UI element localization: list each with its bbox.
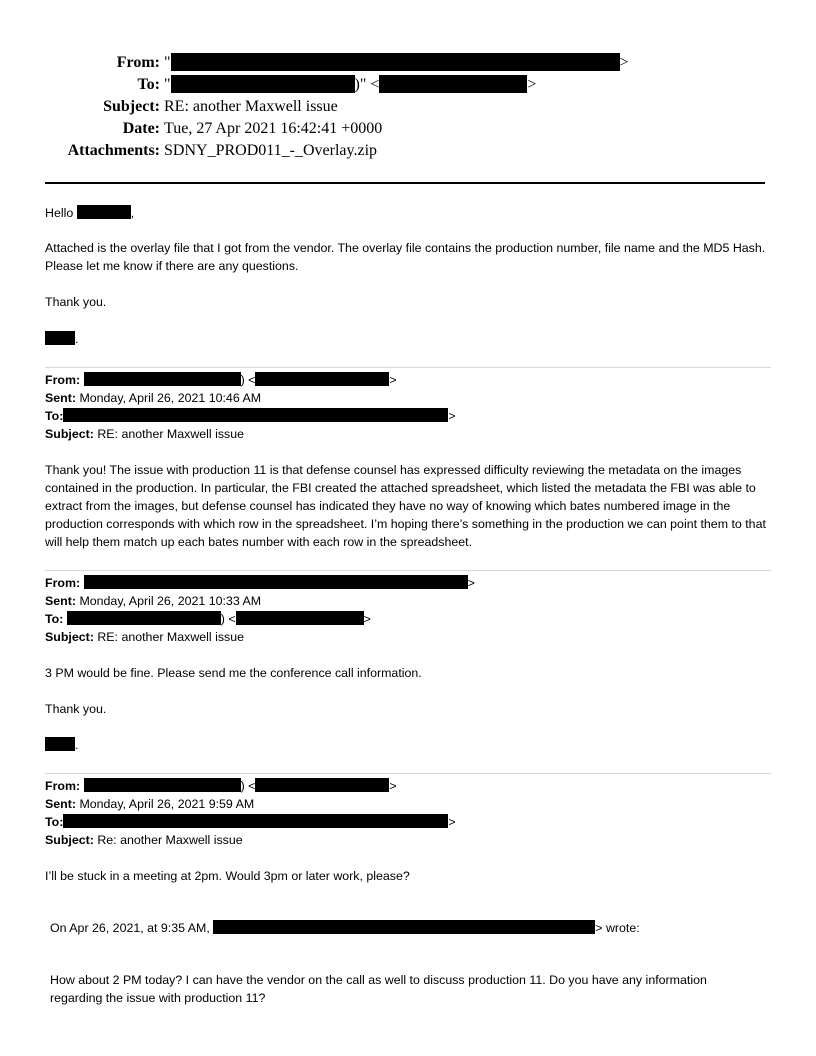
message4-from: From: ) < >	[45, 779, 397, 793]
message2-subject: Subject: RE: another Maxwell issue	[45, 427, 245, 441]
message3-from: From: >	[45, 576, 475, 590]
message4-to: To: >	[45, 815, 456, 829]
message1-thanks: Thank you.	[45, 295, 107, 309]
greeting: Hello ,	[45, 206, 135, 220]
redaction-box	[84, 372, 241, 386]
message2-body: Thank you! The issue with production 11 is that defense counsel has expressed difficulty reviewing the metadata on the images contained in the production. In particular, the FBI created the attached spreadsheet, which listed the metadata the FBI was able to extract from the images, but defense counsel has indicated they have no way of knowing which bates numbered image in the production corresponds with which row in the spreadsheet. I’m hoping there’s something in the production we can point them to that will help them match up each bates number with each row in the spreadsheet.	[45, 463, 766, 549]
message3-thanks: Thank you.	[45, 702, 107, 716]
redaction-box	[63, 408, 448, 422]
message3-subject: Subject: RE: another Maxwell issue	[45, 630, 245, 644]
header-from-label: From:	[116, 54, 160, 71]
redaction-box	[84, 575, 468, 589]
redaction-box	[45, 737, 75, 751]
redaction-box	[171, 53, 620, 71]
header-subject-label: Subject:	[103, 98, 160, 115]
redaction-box	[255, 778, 389, 792]
redaction-box	[213, 920, 595, 934]
angle-bracket: >	[527, 76, 537, 93]
message2-to: To: >	[45, 409, 456, 423]
redaction-box	[63, 814, 448, 828]
redaction-box	[379, 75, 527, 93]
header-subject-value: RE: another Maxwell issue	[164, 98, 338, 115]
header-date-value: Tue, 27 Apr 2021 16:42:41 +0000	[164, 120, 383, 137]
quote-mark: "	[164, 54, 171, 71]
message4-sent: Sent: Monday, April 26, 2021 9:59 AM	[45, 797, 255, 811]
header-attachments-value[interactable]: SDNY_PROD011_-_Overlay.zip	[164, 142, 378, 159]
angle-bracket: >	[619, 54, 629, 71]
message-separator	[45, 570, 771, 571]
header-to-value	[164, 74, 536, 96]
redaction-box	[255, 372, 389, 386]
message-separator	[45, 773, 771, 774]
redaction-box	[77, 205, 131, 219]
quoted-body: How about 2 PM today? I can have the vendor on the call as well to discuss production 11. Do you have any information regarding the issue with production 11?	[50, 973, 707, 1005]
header-to-label: To:	[137, 76, 160, 93]
to-separator: )" <	[354, 76, 380, 93]
message2-sent: Sent: Monday, April 26, 2021 10:46 AM	[45, 391, 262, 405]
message1-signature: .	[45, 330, 773, 348]
header-from-value	[164, 52, 629, 74]
message3-body: 3 PM would be fine. Please send me the conference call information.	[45, 666, 422, 680]
message1-body: Attached is the overlay file that I got from the vendor. The overlay file contains the production number, file name and the MD5 Hash. Please let me know if there are any questions.	[45, 241, 766, 273]
header-attachments-label: Attachments:	[67, 142, 160, 159]
redaction-box	[171, 75, 355, 93]
message-separator	[45, 367, 771, 368]
message3-sent: Sent: Monday, April 26, 2021 10:33 AM	[45, 594, 262, 608]
quote-mark: "	[164, 76, 171, 93]
message4-body: I’ll be stuck in a meeting at 2pm. Would 3pm or later work, please?	[45, 869, 410, 883]
message4-subject: Subject: Re: another Maxwell issue	[45, 833, 243, 847]
message3-signature: .	[45, 736, 773, 754]
header-divider	[45, 182, 765, 184]
header-date-label: Date:	[122, 120, 160, 137]
message2-from: From: ) < >	[45, 373, 397, 387]
redaction-box	[236, 611, 364, 625]
redaction-box	[45, 331, 75, 345]
redaction-box	[84, 778, 241, 792]
redaction-box	[67, 611, 221, 625]
message3-to: To: ) < >	[45, 612, 371, 626]
quoted-intro: On Apr 26, 2021, at 9:35 AM, > wrote:	[50, 921, 640, 935]
